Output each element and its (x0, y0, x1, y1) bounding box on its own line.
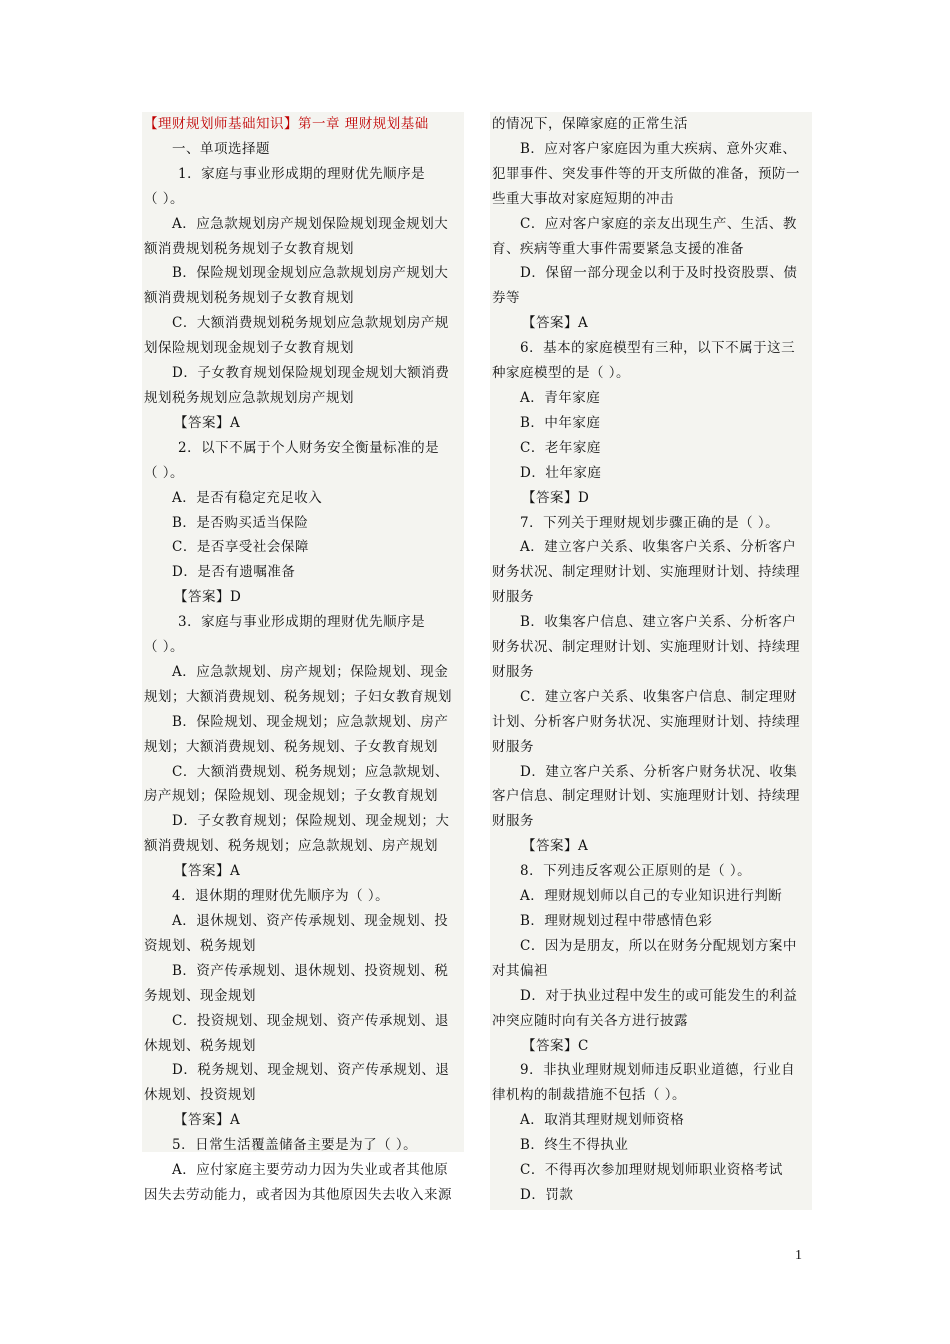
option-c: C．不得再次参加理财规划师职业资格考试 (520, 1162, 783, 1179)
text-line: 规划；大额消费规划、税务规划；子妇女教育规划 (144, 688, 452, 705)
text-line: 犯罪事件、突发事件等的开支所做的准备，预防一 (492, 165, 800, 182)
page-number: 1 (795, 1248, 802, 1263)
document-title: 【理财规划师基础知识】第一章 理财规划基础 (144, 116, 429, 132)
option-a: A．青年家庭 (520, 389, 601, 406)
option-c: C．应对客户家庭的亲友出现生产、生活、教 (520, 215, 797, 232)
question-4: 4．退休期的理财优先顺序为（ ）。 (172, 888, 390, 905)
option-c: C．建立客户关系、收集客户信息、制定理财 (520, 688, 797, 705)
option-d: D．子女教育规划；保险规划、现金规划；大 (172, 813, 450, 830)
text-line: 计划、分析客户财务状况、实施理财计划、持续理 (492, 713, 800, 730)
question-9: 9．非执业理财规划师违反职业道德，行业自 (520, 1062, 796, 1079)
answer: 【答案】A (174, 1112, 241, 1129)
right-column (490, 112, 812, 1210)
option-b: B．中年家庭 (520, 414, 601, 431)
question-5: 5．日常生活覆盖储备主要是为了（ ）。 (172, 1137, 418, 1154)
text-line: 额消费规划、税务规划；应急款规划、房产规划 (144, 838, 438, 855)
text-line: 休规划、投资规划 (144, 1087, 256, 1104)
option-a: A．应急款规划、房产规划；保险规划、现金 (172, 663, 449, 680)
text-line: （ ）。 (144, 464, 185, 481)
option-a: A．建立客户关系、收集客户关系、分析客户 (520, 539, 797, 556)
text-line: 客户信息、制定理财计划、实施理财计划、持续理 (492, 788, 800, 805)
option-c: C．投资规划、现金规划、资产传承规划、退 (172, 1012, 449, 1029)
option-d: D．壮年家庭 (520, 464, 602, 481)
option-b: B．应对客户家庭因为重大疾病、意外灾难、 (520, 140, 797, 157)
answer: 【答案】C (522, 1037, 589, 1054)
answer: 【答案】A (174, 414, 241, 431)
text-line: 务规划、现金规划 (144, 987, 256, 1004)
option-c: C．是否享受社会保障 (172, 539, 309, 556)
text-line: 律机构的制裁措施不包括（ ）。 (492, 1087, 687, 1104)
question-6: 6．基本的家庭模型有三种，以下不属于这三 (520, 340, 796, 357)
option-b: B．保险规划、现金规划；应急款规划、房产 (172, 713, 449, 730)
text-line: 财服务 (492, 589, 534, 606)
text-line: 券等 (492, 290, 520, 307)
text-line: 房产规划；保险规划、现金规划；子女教育规划 (144, 788, 438, 805)
text-line: 冲突应随时向有关各方进行披露 (492, 1012, 688, 1029)
option-a: A．理财规划师以自己的专业知识进行判断 (520, 888, 783, 905)
answer: 【答案】A (522, 315, 589, 332)
text-line: 休规划、税务规划 (144, 1037, 256, 1054)
option-a: A．应急款规划房产规划保险规划现金规划大 (172, 215, 449, 232)
question-8: 8．下列违反客观公正原则的是（ ）。 (520, 863, 752, 880)
answer: 【答案】A (174, 863, 241, 880)
text-line: 额消费规划税务规划子女教育规划 (144, 240, 354, 257)
option-d: D．税务规划、现金规划、资产传承规划、退 (172, 1062, 450, 1079)
text-line: （ ）。 (144, 639, 185, 656)
question-7: 7．下列关于理财规划步骤正确的是（ ）。 (520, 514, 780, 531)
option-b: B．是否购买适当保险 (172, 514, 309, 531)
option-d: D．罚款 (520, 1186, 574, 1203)
text-line: 的情况下，保障家庭的正常生活 (492, 116, 688, 132)
text-line: 育、疾病等重大事件需要紧急支援的准备 (492, 240, 744, 257)
option-c: C．老年家庭 (520, 439, 601, 456)
answer: 【答案】D (522, 489, 590, 506)
option-c: C．因为是朋友，所以在财务分配规划方案中 (520, 937, 797, 954)
section-heading: 一、单项选择题 (172, 140, 270, 157)
option-d: D．保留一部分现金以利于及时投资股票、债 (520, 265, 798, 282)
option-b: B．理财规划过程中带感情色彩 (520, 913, 713, 929)
option-b: B．终生不得执业 (520, 1137, 629, 1154)
option-c: C．大额消费规划、税务规划；应急款规划、 (172, 763, 449, 780)
option-d: D．是否有遗嘱准备 (172, 564, 296, 581)
option-d: D．建立客户关系、分析客户财务状况、收集 (520, 763, 798, 780)
text-line: 因失去劳动能力，或者因为其他原因失去收入来源 (144, 1186, 452, 1203)
text-line: 种家庭模型的是（ ）。 (492, 365, 631, 382)
question-3: 3．家庭与事业形成期的理财优先顺序是 (178, 614, 426, 631)
option-d: D．对于执业过程中发生的或可能发生的利益 (520, 987, 798, 1004)
text-line: 规划税务规划应急款规划房产规划 (144, 389, 354, 406)
text-line: 财务状况、制定理财计划、实施理财计划、持续理 (492, 564, 800, 581)
text-line: 财服务 (492, 813, 534, 830)
answer: 【答案】D (174, 589, 242, 606)
option-b: B．资产传承规划、退休规划、投资规划、税 (172, 962, 449, 979)
text-line: 对其偏袒 (492, 962, 548, 979)
option-a: A．退休规划、资产传承规划、现金规划、投 (172, 913, 449, 929)
left-column (142, 112, 464, 1203)
option-c: C．大额消费规划税务规划应急款规划房产规 (172, 315, 449, 332)
text-line: 财服务 (492, 738, 534, 755)
option-d: D．子女教育规划保险规划现金规划大额消费 (172, 365, 450, 382)
text-line: 划保险规划现金规划子女教育规划 (144, 340, 354, 357)
text-line: 些重大事故对家庭短期的冲击 (492, 190, 674, 207)
text-line: 额消费规划税务规划子女教育规划 (144, 290, 354, 307)
text-line: 资规划、税务规划 (144, 937, 256, 954)
option-b: B．收集客户信息、建立客户关系、分析客户 (520, 614, 797, 631)
question-1: 1．家庭与事业形成期的理财优先顺序是 (178, 165, 426, 182)
option-a: A．应付家庭主要劳动力因为失业或者其他原 (172, 1162, 449, 1179)
text-line: （ ）。 (144, 190, 185, 207)
option-a: A．是否有稳定充足收入 (172, 489, 323, 506)
question-2: 2．以下不属于个人财务安全衡量标准的是 (178, 439, 440, 456)
text-line: 规划；大额消费规划、税务规划、子女教育规划 (144, 738, 438, 755)
answer: 【答案】A (522, 838, 589, 855)
option-b: B．保险规划现金规划应急款规划房产规划大 (172, 265, 449, 282)
text-line: 财服务 (492, 663, 534, 680)
text-line: 财务状况、制定理财计划、实施理财计划、持续理 (492, 639, 800, 656)
option-a: A．取消其理财规划师资格 (520, 1112, 685, 1129)
